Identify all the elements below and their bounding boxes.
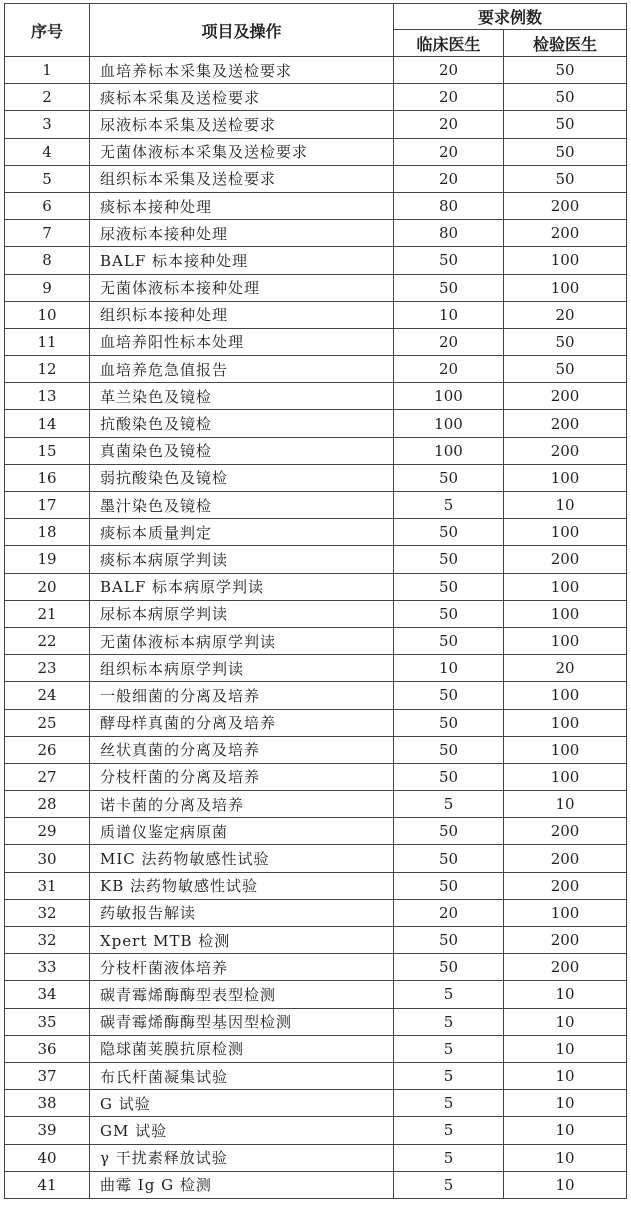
cell-seq: 1 <box>5 57 90 84</box>
cell-item: 痰标本病原学判读 <box>90 546 394 573</box>
cell-seq: 38 <box>5 1090 90 1117</box>
table-row <box>5 274 627 301</box>
table-row <box>5 301 627 328</box>
table-row <box>5 328 627 355</box>
header-item: 项目及操作 <box>90 4 394 57</box>
cell-lab: 200 <box>504 192 627 219</box>
cell-item: 痰标本采集及送检要求 <box>90 84 394 111</box>
requirements-table-container <box>4 3 626 1199</box>
table-row <box>5 138 627 165</box>
cell-item: MIC 法药物敏感性试验 <box>90 845 394 872</box>
cell-item: 抗酸染色及镜检 <box>90 410 394 437</box>
cell-item: 组织标本采集及送检要求 <box>90 165 394 192</box>
cell-item: 药敏报告解读 <box>90 899 394 926</box>
cell-seq: 6 <box>5 192 90 219</box>
cell-seq: 27 <box>5 763 90 790</box>
cell-lab: 200 <box>504 845 627 872</box>
cell-lab: 100 <box>504 682 627 709</box>
table-row <box>5 1144 627 1171</box>
cell-clinical: 50 <box>394 954 504 981</box>
cell-clinical: 20 <box>394 165 504 192</box>
cell-lab: 50 <box>504 138 627 165</box>
cell-seq: 37 <box>5 1062 90 1089</box>
cell-item: 革兰染色及镜检 <box>90 383 394 410</box>
cell-item: 组织标本病原学判读 <box>90 655 394 682</box>
cell-lab: 20 <box>504 301 627 328</box>
cell-lab: 50 <box>504 328 627 355</box>
cell-seq: 39 <box>5 1117 90 1144</box>
cell-clinical: 5 <box>394 1117 504 1144</box>
cell-clinical: 5 <box>394 1090 504 1117</box>
cell-item: 曲霉 Ig G 检测 <box>90 1171 394 1198</box>
cell-lab: 50 <box>504 84 627 111</box>
cell-clinical: 50 <box>394 736 504 763</box>
cell-seq: 35 <box>5 1008 90 1035</box>
cell-seq: 36 <box>5 1035 90 1062</box>
cell-clinical: 50 <box>394 709 504 736</box>
cell-seq: 11 <box>5 328 90 355</box>
table-row <box>5 791 627 818</box>
cell-item: 无菌体液标本采集及送检要求 <box>90 138 394 165</box>
cell-seq: 32 <box>5 899 90 926</box>
table-row <box>5 383 627 410</box>
table-row <box>5 899 627 926</box>
cell-item: 质谱仪鉴定病原菌 <box>90 818 394 845</box>
cell-item: 一般细菌的分离及培养 <box>90 682 394 709</box>
cell-clinical: 50 <box>394 274 504 301</box>
cell-item: G 试验 <box>90 1090 394 1117</box>
cell-clinical: 50 <box>394 546 504 573</box>
cell-seq: 14 <box>5 410 90 437</box>
table-row <box>5 573 627 600</box>
table-row <box>5 356 627 383</box>
cell-item: BALF 标本接种处理 <box>90 247 394 274</box>
cell-lab: 10 <box>504 791 627 818</box>
cell-clinical: 20 <box>394 356 504 383</box>
cell-clinical: 5 <box>394 981 504 1008</box>
cell-item: 痰标本接种处理 <box>90 192 394 219</box>
cell-clinical: 50 <box>394 872 504 899</box>
cell-clinical: 50 <box>394 519 504 546</box>
cell-item: 组织标本接种处理 <box>90 301 394 328</box>
cell-item: 血培养标本采集及送检要求 <box>90 57 394 84</box>
table-row <box>5 682 627 709</box>
cell-lab: 10 <box>504 1035 627 1062</box>
cell-item: 诺卡菌的分离及培养 <box>90 791 394 818</box>
table-row <box>5 600 627 627</box>
cell-item: Xpert MTB 检测 <box>90 927 394 954</box>
table-row <box>5 165 627 192</box>
cell-seq: 26 <box>5 736 90 763</box>
cell-lab: 100 <box>504 573 627 600</box>
cell-clinical: 20 <box>394 111 504 138</box>
cell-clinical: 5 <box>394 492 504 519</box>
header-lab: 检验医生 <box>504 30 627 57</box>
cell-seq: 12 <box>5 356 90 383</box>
cell-clinical: 50 <box>394 682 504 709</box>
table-row <box>5 1035 627 1062</box>
table-row <box>5 655 627 682</box>
cell-seq: 32 <box>5 927 90 954</box>
cell-seq: 15 <box>5 437 90 464</box>
table-row <box>5 519 627 546</box>
cell-lab: 100 <box>504 736 627 763</box>
cell-item: 无菌体液标本接种处理 <box>90 274 394 301</box>
cell-seq: 7 <box>5 220 90 247</box>
cell-seq: 31 <box>5 872 90 899</box>
cell-lab: 100 <box>504 899 627 926</box>
requirements-table <box>4 3 627 1199</box>
cell-seq: 17 <box>5 492 90 519</box>
cell-seq: 16 <box>5 464 90 491</box>
cell-lab: 200 <box>504 954 627 981</box>
cell-lab: 200 <box>504 220 627 247</box>
cell-lab: 50 <box>504 111 627 138</box>
table-header <box>5 4 627 57</box>
cell-item: γ 干扰素释放试验 <box>90 1144 394 1171</box>
cell-clinical: 20 <box>394 57 504 84</box>
cell-seq: 10 <box>5 301 90 328</box>
cell-seq: 8 <box>5 247 90 274</box>
cell-seq: 22 <box>5 627 90 654</box>
cell-clinical: 10 <box>394 301 504 328</box>
cell-seq: 4 <box>5 138 90 165</box>
cell-seq: 25 <box>5 709 90 736</box>
cell-seq: 23 <box>5 655 90 682</box>
table-row <box>5 1008 627 1035</box>
cell-item: 隐球菌荚膜抗原检测 <box>90 1035 394 1062</box>
cell-item: 分枝杆菌液体培养 <box>90 954 394 981</box>
table-row <box>5 410 627 437</box>
table-row <box>5 736 627 763</box>
cell-clinical: 50 <box>394 763 504 790</box>
cell-item: 分枝杆菌的分离及培养 <box>90 763 394 790</box>
cell-lab: 50 <box>504 356 627 383</box>
cell-clinical: 10 <box>394 655 504 682</box>
cell-lab: 200 <box>504 383 627 410</box>
cell-item: 血培养危急值报告 <box>90 356 394 383</box>
cell-seq: 41 <box>5 1171 90 1198</box>
cell-item: 无菌体液标本病原学判读 <box>90 627 394 654</box>
cell-lab: 200 <box>504 818 627 845</box>
cell-lab: 10 <box>504 1171 627 1198</box>
cell-lab: 100 <box>504 600 627 627</box>
table-row <box>5 1090 627 1117</box>
table-row <box>5 954 627 981</box>
cell-clinical: 5 <box>394 1062 504 1089</box>
cell-lab: 200 <box>504 437 627 464</box>
cell-lab: 20 <box>504 655 627 682</box>
cell-item: KB 法药物敏感性试验 <box>90 872 394 899</box>
cell-clinical: 50 <box>394 247 504 274</box>
cell-seq: 33 <box>5 954 90 981</box>
table-row <box>5 1062 627 1089</box>
cell-clinical: 100 <box>394 383 504 410</box>
table-row <box>5 57 627 84</box>
cell-seq: 18 <box>5 519 90 546</box>
table-row <box>5 1171 627 1198</box>
cell-clinical: 80 <box>394 220 504 247</box>
cell-clinical: 50 <box>394 845 504 872</box>
cell-lab: 200 <box>504 410 627 437</box>
cell-item: 碳青霉烯酶酶型基因型检测 <box>90 1008 394 1035</box>
cell-item: GM 试验 <box>90 1117 394 1144</box>
cell-lab: 200 <box>504 546 627 573</box>
cell-item: 痰标本质量判定 <box>90 519 394 546</box>
cell-seq: 34 <box>5 981 90 1008</box>
cell-lab: 100 <box>504 464 627 491</box>
table-row <box>5 627 627 654</box>
cell-seq: 2 <box>5 84 90 111</box>
cell-item: 墨汁染色及镜检 <box>90 492 394 519</box>
header-required: 要求例数 <box>394 4 627 30</box>
cell-seq: 13 <box>5 383 90 410</box>
cell-lab: 10 <box>504 1144 627 1171</box>
cell-seq: 40 <box>5 1144 90 1171</box>
cell-lab: 10 <box>504 1090 627 1117</box>
cell-lab: 200 <box>504 872 627 899</box>
cell-lab: 10 <box>504 1008 627 1035</box>
cell-lab: 100 <box>504 274 627 301</box>
cell-clinical: 100 <box>394 437 504 464</box>
cell-clinical: 20 <box>394 328 504 355</box>
table-row <box>5 192 627 219</box>
table-row <box>5 981 627 1008</box>
cell-item: 尿液标本接种处理 <box>90 220 394 247</box>
cell-lab: 100 <box>504 627 627 654</box>
cell-lab: 10 <box>504 492 627 519</box>
cell-item: 布氏杆菌凝集试验 <box>90 1062 394 1089</box>
cell-seq: 28 <box>5 791 90 818</box>
cell-item: 真菌染色及镜检 <box>90 437 394 464</box>
table-row <box>5 1117 627 1144</box>
table-row <box>5 546 627 573</box>
cell-clinical: 100 <box>394 410 504 437</box>
cell-clinical: 5 <box>394 791 504 818</box>
table-row <box>5 111 627 138</box>
cell-seq: 3 <box>5 111 90 138</box>
cell-lab: 100 <box>504 519 627 546</box>
cell-item: 尿标本病原学判读 <box>90 600 394 627</box>
cell-seq: 20 <box>5 573 90 600</box>
table-row <box>5 84 627 111</box>
table-row <box>5 464 627 491</box>
cell-item: BALF 标本病原学判读 <box>90 573 394 600</box>
cell-clinical: 5 <box>394 1171 504 1198</box>
cell-clinical: 50 <box>394 464 504 491</box>
cell-lab: 200 <box>504 927 627 954</box>
cell-item: 丝状真菌的分离及培养 <box>90 736 394 763</box>
cell-item: 弱抗酸染色及镜检 <box>90 464 394 491</box>
cell-lab: 10 <box>504 1117 627 1144</box>
cell-seq: 5 <box>5 165 90 192</box>
cell-clinical: 50 <box>394 600 504 627</box>
cell-lab: 100 <box>504 763 627 790</box>
table-row <box>5 492 627 519</box>
table-row <box>5 872 627 899</box>
cell-clinical: 80 <box>394 192 504 219</box>
cell-clinical: 5 <box>394 1144 504 1171</box>
cell-clinical: 50 <box>394 627 504 654</box>
table-row <box>5 220 627 247</box>
table-row <box>5 709 627 736</box>
table-row <box>5 927 627 954</box>
table-body <box>5 57 627 1199</box>
table-row <box>5 247 627 274</box>
cell-lab: 50 <box>504 57 627 84</box>
cell-item: 血培养阳性标本处理 <box>90 328 394 355</box>
cell-seq: 9 <box>5 274 90 301</box>
cell-item: 碳青霉烯酶酶型表型检测 <box>90 981 394 1008</box>
cell-item: 尿液标本采集及送检要求 <box>90 111 394 138</box>
cell-seq: 30 <box>5 845 90 872</box>
cell-lab: 10 <box>504 981 627 1008</box>
cell-clinical: 20 <box>394 899 504 926</box>
cell-item: 酵母样真菌的分离及培养 <box>90 709 394 736</box>
table-row <box>5 763 627 790</box>
cell-lab: 100 <box>504 709 627 736</box>
cell-seq: 29 <box>5 818 90 845</box>
cell-clinical: 20 <box>394 138 504 165</box>
header-clinical: 临床医生 <box>394 30 504 57</box>
cell-clinical: 50 <box>394 818 504 845</box>
cell-lab: 50 <box>504 165 627 192</box>
table-row <box>5 437 627 464</box>
header-seq: 序号 <box>5 4 90 57</box>
cell-clinical: 50 <box>394 927 504 954</box>
cell-clinical: 5 <box>394 1008 504 1035</box>
cell-lab: 100 <box>504 247 627 274</box>
cell-seq: 19 <box>5 546 90 573</box>
cell-lab: 10 <box>504 1062 627 1089</box>
cell-clinical: 50 <box>394 573 504 600</box>
cell-seq: 21 <box>5 600 90 627</box>
cell-seq: 24 <box>5 682 90 709</box>
table-row <box>5 818 627 845</box>
cell-clinical: 20 <box>394 84 504 111</box>
table-row <box>5 845 627 872</box>
cell-clinical: 5 <box>394 1035 504 1062</box>
